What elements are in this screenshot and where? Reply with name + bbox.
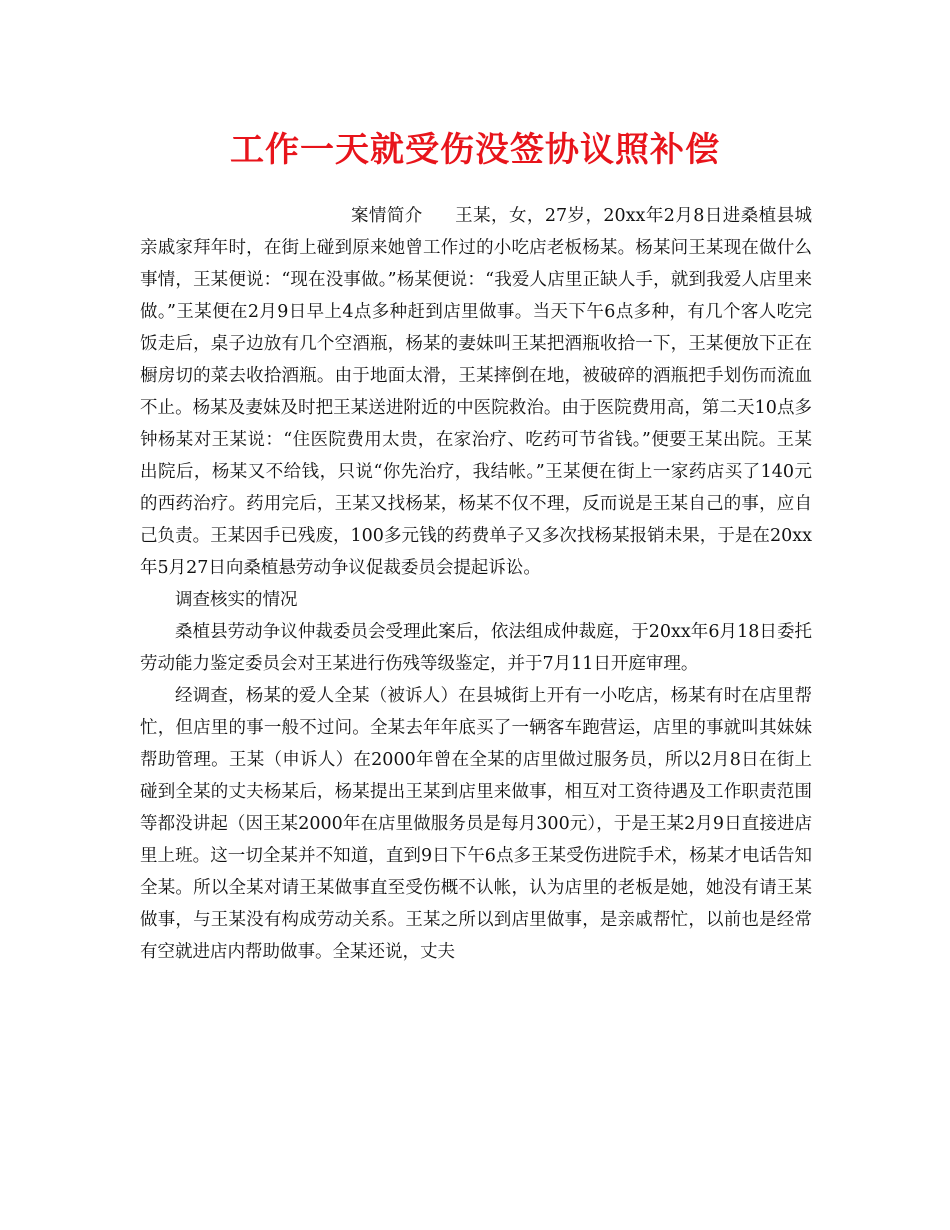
document-body	[140, 200, 812, 968]
case-heading: 案情简介	[351, 206, 423, 226]
paragraph-1-text: 王某，女，27岁，20xx年2月8日进桑植县城亲戚家拜年时，在街上碰到原来她曾工作过的小吃店老板杨某。杨某问王某现在做什么事情，王某便说：“现在没事做。”杨某便说：“我爱人店里正缺人手，就到我爱人店里来做。”王某便在2月9日早上4点多种赶到店里做事。当天下午6点多种，有几个客人吃完饭走后，桌子边放有几个空酒瓶，杨某的妻妹叫王某把酒瓶收拾一下，王某便放下正在橱房切的菜去收拾酒瓶。由于地面太滑，王某摔倒在地，被破碎的酒瓶把手划伤而流血不止。杨某及妻妹及时把王某送进附近的中医院救治。由于医院费用高，第二天10点多钟杨某对王某说：“住医院费用太贵，在家治疗、吃药可节省钱。”便要王某出院。王某出院后，杨某又不给钱，只说“你先治疗，我结帐。”王某便在街上一家药店买了140元的西药治疗。药用完后，王某又找杨某，杨某不仅不理，反而说是王某自己的事，应自己负责。王某因手已残废，100多元钱的药费单子又多次找杨某报销未果，于是在20xx年5月27日向桑植悬劳动争议促裁委员会提起诉讼。	[140, 206, 812, 578]
section-heading: 调查核实的情况	[175, 590, 298, 610]
document-title: 工作一天就受伤没签协议照补偿	[230, 130, 720, 170]
paragraph-case-summary	[140, 200, 812, 584]
paragraph-3: 经调查，杨某的爱人全某（被诉人）在县城街上开有一小吃店，杨某有时在店里帮忙，但店里的事一般不过问。全某去年年底买了一辆客车跑营运，店里的事就叫其妹妹帮助管理。王某（申诉人）在2000年曾在全某的店里做过服务员，所以2月8日在街上碰到全某的丈夫杨某后，杨某提出王某到店里来做事，相互对工资待遇及工作职责范围等都没讲起（因王某2000年在店里做服务员是每月300元），于是王某2月9日直接进店里上班。这一切全某并不知道，直到9日下午6点多王某受伤进院手术，杨某才电话告知全某。所以全某对请王某做事直至受伤概不认帐，认为店里的老板是她，她没有请王某做事，与王某没有构成劳动关系。王某之所以到店里做事，是亲戚帮忙，以前也是经常有空就进店内帮助做事。全某还说，丈夫	[140, 686, 812, 962]
paragraph-2: 桑植县劳动争议仲裁委员会受理此案后，依法组成仲裁庭，于20xx年6月18日委托劳动能力鉴定委员会对王某进行伤残等级鉴定，并于7月11日开庭审理。	[140, 622, 812, 674]
